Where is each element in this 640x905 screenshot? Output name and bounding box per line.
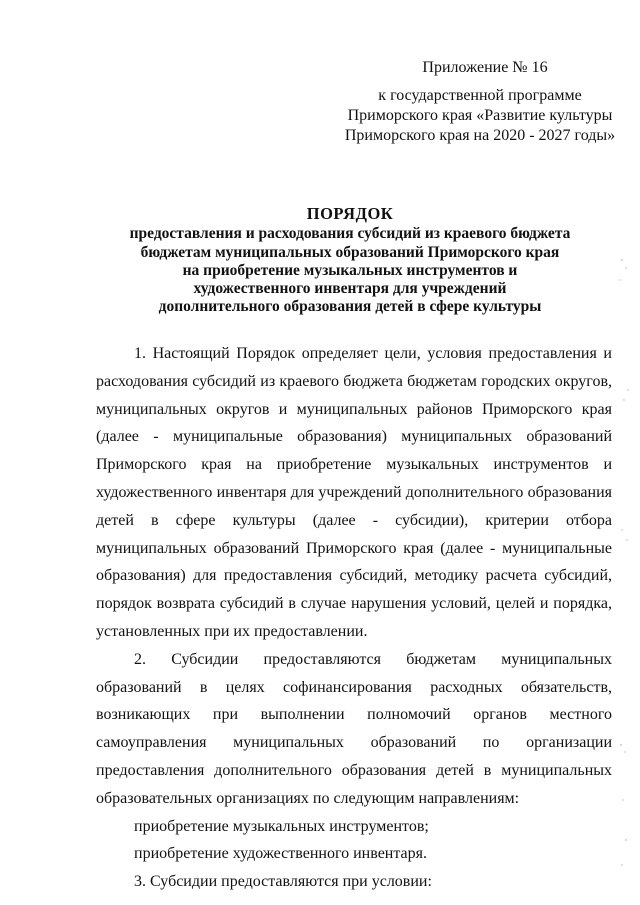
paragraph-2: 2. Субсидии предоставляются бюджетам муниципальных образований в целях софинансирования расходных обязательств, возникающих при выполнении полномочий органов местного самоуправления муниципальных образований по организации предоставления дополнительного образования детей в муниципальных образовательных организациях по следующим направлениям: xyxy=(96,650,612,807)
title-heading: ПОРЯДОК xyxy=(306,204,394,223)
title-line: на приобретение музыкальных инструментов и xyxy=(182,261,518,279)
scan-artifact-marks xyxy=(612,240,636,880)
paragraph-3: 3. Субсидии предоставляются при условии: xyxy=(134,873,432,891)
paragraph-1: 1. Настоящий Порядок определяет цели, условия предоставления и расходования субсидий из краевого бюджета бюджетам городских округов, муниципальных округов и муниципальных районов Приморского края (далее - муниципальные образования) муниципальных образований Приморского края на приобретение музыкальных инструментов и художественного инвентаря для учреждений дополнительного образования детей в сфере культуры (далее - субсидии), критерии отбора муниципальных образований Приморского края (далее - муниципальные образования) для предоставления субсидий, методику расчета субсидий, порядок возврата субсидий в случае нарушения условий, целей и порядка, установленных при их предоставлении. xyxy=(96,345,612,640)
list-item: приобретение музыкальных инструментов; xyxy=(134,817,429,835)
appendix-line: к государственной программе xyxy=(378,87,582,104)
title-line: дополнительного образования детей в сфере культуры xyxy=(158,298,542,316)
title-line: бюджетам муниципальных образований Приморского края xyxy=(140,243,560,261)
title-line: художественного инвентаря для учреждений xyxy=(193,280,507,298)
list-item: приобретение художественного инвентаря. xyxy=(134,845,427,863)
appendix-label: Приложение № 16 xyxy=(422,59,548,76)
document-body xyxy=(96,340,612,896)
appendix-line: Приморского края «Развитие культуры xyxy=(347,107,613,124)
appendix-header xyxy=(340,58,620,146)
document-title xyxy=(100,205,600,317)
appendix-line: Приморского края на 2020 - 2027 годы» xyxy=(344,127,616,144)
title-line: предоставления и расходования субсидий из краевого бюджета xyxy=(129,225,571,243)
